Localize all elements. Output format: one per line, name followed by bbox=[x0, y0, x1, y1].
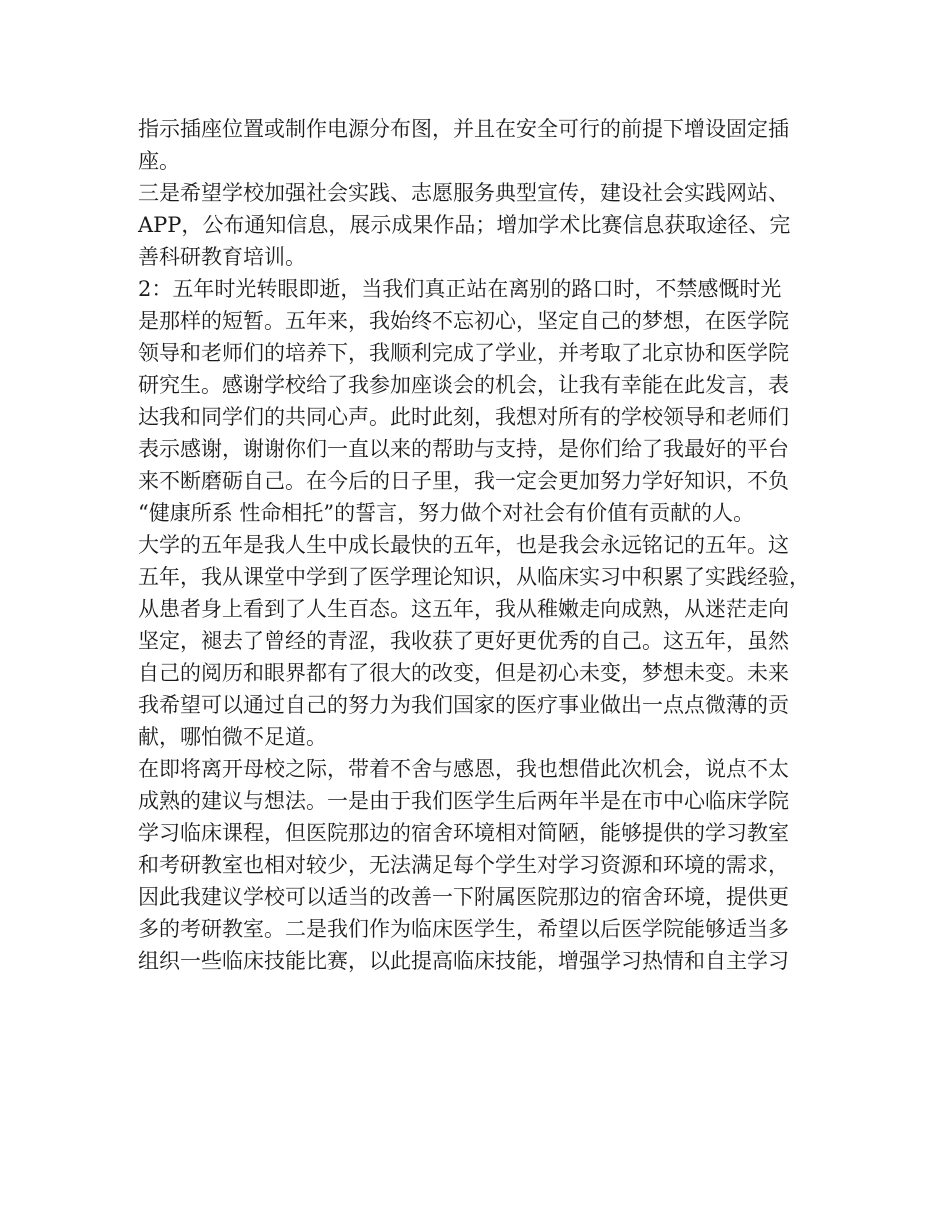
document-body bbox=[138, 113, 828, 977]
text-line: 献，哪怕微不足道。 bbox=[138, 725, 327, 749]
text-line: 在即将离开母校之际，带着不舍与感恩，我也想借此次机会，说点不太 bbox=[138, 757, 789, 781]
text-line: APP，公布通知信息，展示成果作品；增加学术比赛信息获取途径、完 bbox=[138, 213, 791, 237]
text-line: 因此我建议学校可以适当的改善一下附属医院那边的宿舍环境，提供更 bbox=[138, 885, 789, 909]
text-line: 和考研教室也相对较少，无法满足每个学生对学习资源和环境的需求， bbox=[138, 853, 789, 877]
text-line: 坚定，褪去了曾经的青涩，我收获了更好更优秀的自己。这五年，虽然 bbox=[138, 629, 789, 653]
text-line: 多的考研教室。二是我们作为临床医学生，希望以后医学院能够适当多 bbox=[138, 917, 789, 941]
text-line: 大学的五年是我人生中成长最快的五年，也是我会永远铭记的五年。这 bbox=[138, 533, 789, 557]
text-line: 座。 bbox=[138, 149, 180, 173]
text-line: 是那样的短暂。五年来，我始终不忘初心，坚定自己的梦想，在医学院 bbox=[138, 309, 789, 333]
text-line: 善科研教育培训。 bbox=[138, 245, 306, 269]
text-line: 自己的阅历和眼界都有了很大的改变，但是初心未变，梦想未变。未来 bbox=[138, 661, 789, 685]
text-line: “健康所系 性命相托”的誓言，努力做个对社会有价值有贡献的人。 bbox=[138, 501, 755, 525]
text-line: 2：五年时光转眼即逝，当我们真正站在离别的路口时，不禁感慨时光 bbox=[138, 277, 782, 301]
text-line: 表示感谢，谢谢你们一直以来的帮助与支持，是你们给了我最好的平台 bbox=[138, 437, 789, 461]
text-line: 从患者身上看到了人生百态。这五年，我从稚嫩走向成熟，从迷茫走向 bbox=[138, 597, 789, 621]
text-line: 五年，我从课堂中学到了医学理论知识，从临床实习中积累了实践经验， bbox=[138, 565, 810, 589]
text-line: 我希望可以通过自己的努力为我们国家的医疗事业做出一点点微薄的贡 bbox=[138, 693, 789, 717]
text-line: 学习临床课程，但医院那边的宿舍环境相对简陋，能够提供的学习教室 bbox=[138, 821, 789, 845]
text-line: 来不断磨砺自己。在今后的日子里，我一定会更加努力学好知识，不负 bbox=[138, 469, 789, 493]
text-line: 指示插座位置或制作电源分布图，并且在安全可行的前提下增设固定插 bbox=[138, 117, 789, 141]
text-line: 达我和同学们的共同心声。此时此刻，我想对所有的学校领导和老师们 bbox=[138, 405, 789, 429]
text-line: 研究生。感谢学校给了我参加座谈会的机会，让我有幸能在此发言，表 bbox=[138, 373, 789, 397]
text-line: 三是希望学校加强社会实践、志愿服务典型宣传，建设社会实践网站、 bbox=[138, 181, 789, 205]
text-line: 组织一些临床技能比赛，以此提高临床技能，增强学习热情和自主学习 bbox=[138, 949, 789, 973]
text-line: 领导和老师们的培养下，我顺利完成了学业，并考取了北京协和医学院 bbox=[138, 341, 789, 365]
text-line: 成熟的建议与想法。一是由于我们医学生后两年半是在市中心临床学院 bbox=[138, 789, 789, 813]
